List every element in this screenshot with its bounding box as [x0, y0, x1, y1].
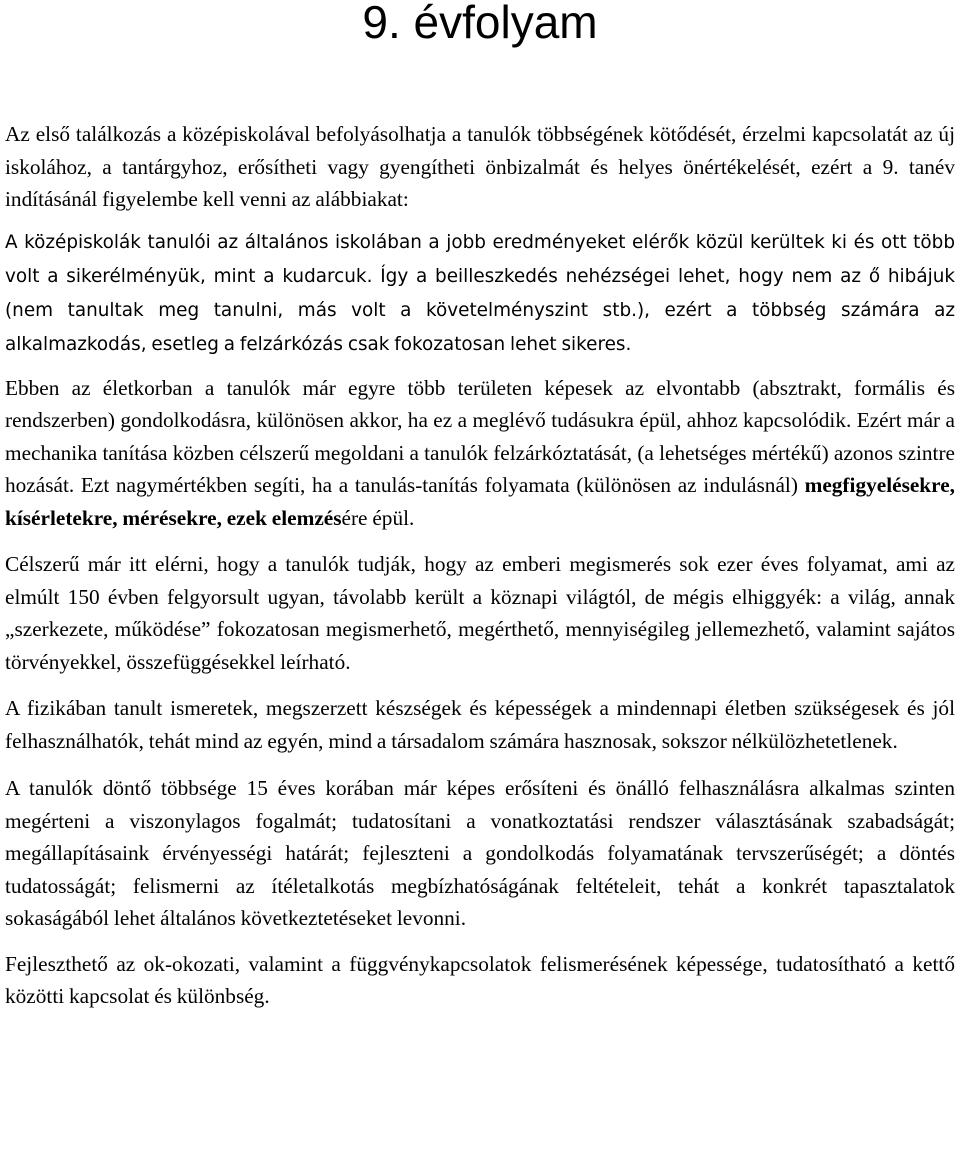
emphasis-text: megfigyelésekre, kísérletekre, mérésekre, ezek elemzés	[5, 473, 955, 530]
paragraph-causality: Fejleszthető az ok-okozati, valamint a függvénykapcsolatok felismerésének képessége, tudatosítható a kettő közötti kapcsolat és különbség.	[5, 951, 955, 1008]
paragraph-intro: Az első találkozás a középiskolával befolyásolhatja a tanulók többségének kötődését, érzelmi kapcsolatát az új iskolához, a tantárgyhoz, erősítheti vagy gyengítheti önbizalmát és helyes önértékelését, ezért a 9. tanév indításánál figyelembe kell venni az alábbiakat:	[5, 122, 955, 211]
page-title: 9. évfolyam	[362, 0, 598, 48]
paragraph-text-end: ére épül.	[341, 505, 415, 530]
paragraph-students-background: A középiskolák tanulói az általános iskolában a jobb eredményeket elérők közül kerültek ki és ott több volt a sikerélményük, mint a kudarcuk. Így a beilleszkedés nehézségei lehet, hogy nem az ő hibájuk (nem tanultak meg tanulni, más volt a követelményszint stb.), ezért a többség számára az alkalmazkodás, esetleg a felzárkózás csak fokozatosan lehet sikeres.	[5, 231, 955, 355]
document-page	[5, 0, 955, 1013]
paragraph-abstract-thinking	[5, 372, 955, 535]
paragraph-text: Ebben az életkorban a tanulók már egyre több területen képesek az elvontabb (absztrakt, formális és rendszerben) gondolkodásra, különösen akkor, ha ez a meglévő tudásukra épül, ahhoz kapcsolódik. Ezért már a mechanika tanítása közben célszerű megoldani a tanulók felzárkóztatását, (a lehetséges mértékű) azonos szintre hozását. Ezt nagymértékben segíti, ha a tanulás-tanítás folyamata (különösen az indulásnál)	[5, 375, 955, 497]
paragraph-human-knowledge: Célszerű már itt elérni, hogy a tanulók tudják, hogy az emberi megismerés sok ezer éves folyamat, ami az elmúlt 150 évben felgyorsult ugyan, távolabb került a köznapi világtól, de mégis elhiggyék: a világ, annak „szerkezete, működése” fokozatosan megismerhető, megérthető, mennyiségileg jellemezhető, valamint sajátos törvényekkel, összefüggésekkel leírható.	[5, 552, 955, 674]
paragraph-physics-usefulness: A fizikában tanult ismeretek, megszerzett készségek és képességek a mindennapi életben szükségesek és jól felhasználhatók, tehát mind az egyén, mind a társadalom számára hasznosak, sokszor nélkülözhetetlenek.	[5, 696, 955, 753]
paragraph-age-15-abilities: A tanulók döntő többsége 15 éves korában már képes erősíteni és önálló felhasználásra alkalmas szinten megérteni a viszonylagos fogalmát; tudatosítani a vonatkoztatási rendszer választásának szabadságát; megállapításaink érvényességi határát; fejleszteni a gondolkodás folyamatának tervszerűségét; a döntés tudatosságát; felismerni az ítéletalkotás megbízhatóságának feltételeit, tehát a konkrét tapasztalatok sokaságából lehet általános következtetéseket levonni.	[5, 776, 955, 930]
